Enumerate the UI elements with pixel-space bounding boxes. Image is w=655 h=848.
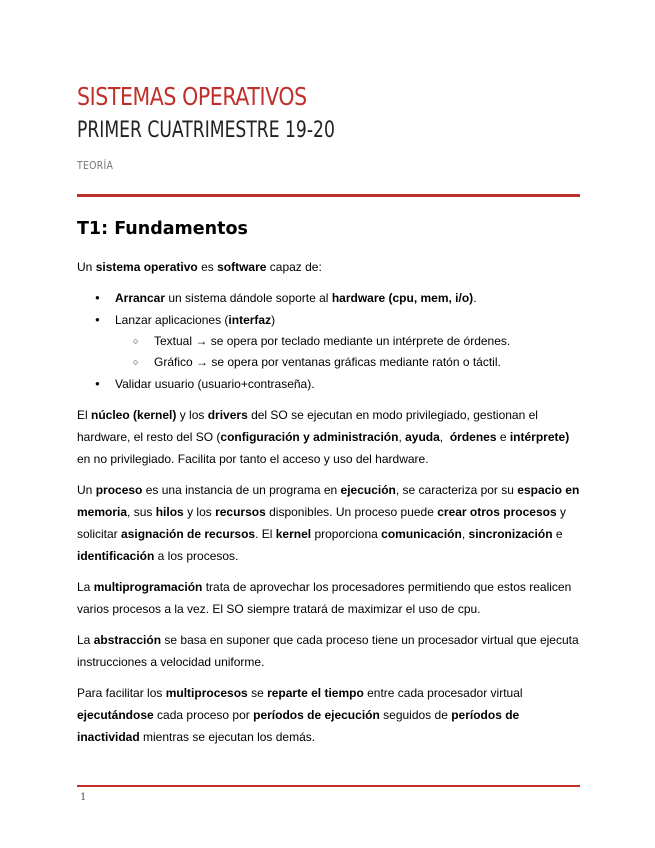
document-body — [77, 256, 580, 757]
kernel-paragraph: El núcleo (kernel) y los drivers del SO se ejecutan en modo privilegiado, gestionan el hardware, el resto del SO (configuración y administración, ayuda, órdenes e intérprete) en no privilegiado. Facilita por tanto el acceso y uso del hardware. — [77, 408, 570, 466]
page-number: 1 — [80, 792, 87, 803]
abstraction-paragraph: La abstracción se basa en suponer que cada proceso tiene un procesador virtual que ejecuta instrucciones a velocidad uniforme. — [77, 633, 579, 669]
multiprogramming-paragraph: La multiprogramación trata de aprovechar los procesadores permitiendo que estos realicen varios procesos a la vez. El SO siempre tratará de maximizar el uso de cpu. — [77, 580, 572, 616]
sublist-item: ○ Gráfico → se opera por ventanas gráficas mediante ratón o táctil. — [115, 352, 580, 373]
document-subtitle: PRIMER CUATRIMESTRE 19-20 — [77, 118, 335, 143]
footer-divider — [77, 785, 580, 787]
list-item: ● Lanzar aplicaciones (interfaz) ○ Textual → se opera por teclado mediante un intérprete de órdenes. ○ Gráfico → se opera por ventanas gráficas mediante ratón o táctil. — [77, 309, 580, 373]
intro-paragraph: Un sistema operativo es software capaz de: — [77, 260, 322, 274]
sublist-item: ○ Textual → se opera por teclado mediante un intérprete de órdenes. — [115, 331, 580, 352]
section-heading: T1: Fundamentos — [77, 219, 248, 239]
list-item: ● Arrancar un sistema dándole soporte al hardware (cpu, mem, i/o). — [77, 287, 580, 309]
header-divider — [77, 194, 580, 197]
multiprocess-paragraph: Para facilitar los multiprocesos se reparte el tiempo entre cada procesador virtual ejecutándose cada proceso por períodos de ejecución seguidos de períodos de inactividad mientras se ejecutan los demás. — [77, 686, 523, 744]
list-item: ● Validar usuario (usuario+contraseña). — [77, 373, 580, 395]
document-title: SISTEMAS OPERATIVOS — [77, 82, 307, 111]
process-paragraph: Un proceso es una instancia de un programa en ejecución, se caracteriza por su espacio en memoria, sus hilos y los recursos disponibles. Un proceso puede crear otros procesos y solicitar asignación de recursos. El kernel proporciona comunicación, sincronización e identificación a los procesos. — [77, 483, 580, 563]
section-label: TEORÍA — [77, 159, 114, 172]
capabilities-list — [77, 287, 580, 395]
interface-sublist — [115, 331, 580, 373]
